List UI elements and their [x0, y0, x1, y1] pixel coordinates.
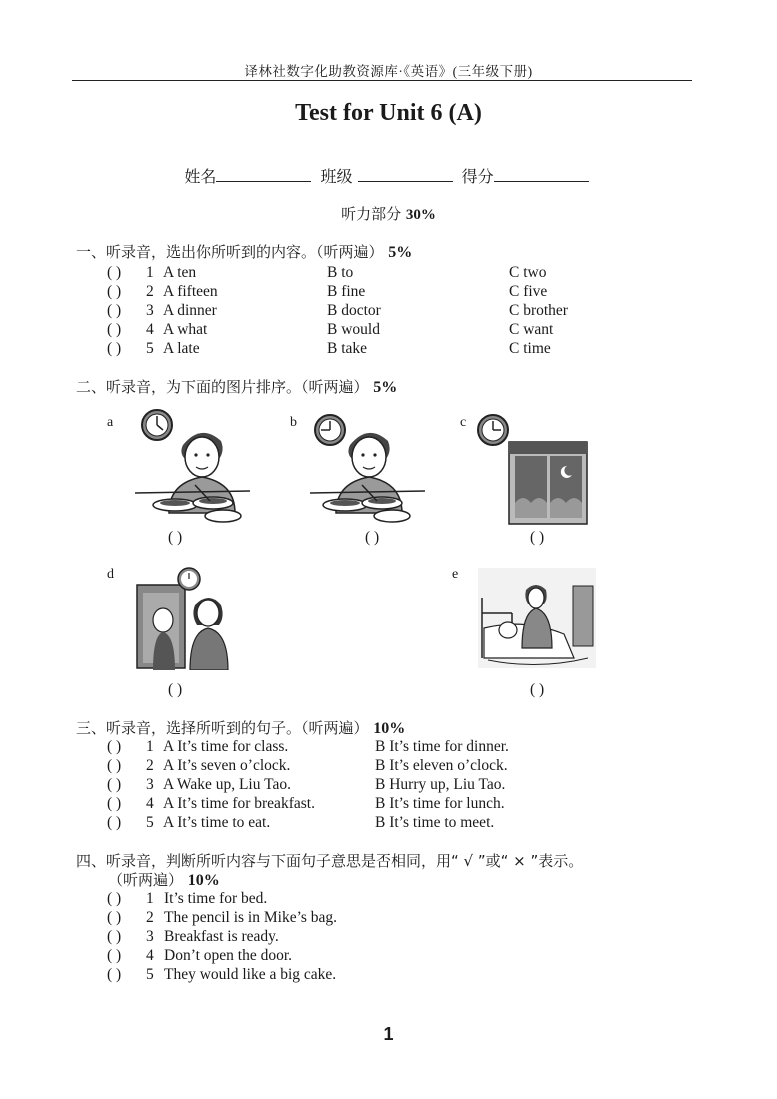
- section4-heading2-text: （听两遍）: [108, 871, 184, 889]
- statement-text: They would like a big cake.: [164, 966, 337, 983]
- option-a: A Wake up, Liu Tao.: [163, 776, 291, 793]
- section4-heading-line2: [108, 869, 220, 890]
- page-header: 译林社数字化助教资源库·《英语》(三年级下册): [244, 64, 533, 79]
- section1-heading: [76, 241, 412, 262]
- page-number: 1: [383, 1024, 394, 1044]
- answer-paren[interactable]: ( ): [107, 757, 122, 774]
- option-b: B Hurry up, Liu Tao.: [375, 776, 506, 793]
- picture-d-mother-child-door: [135, 565, 245, 670]
- option-a: A late: [163, 340, 200, 357]
- class-blank[interactable]: [358, 167, 453, 182]
- answer-blank-d[interactable]: ( ): [168, 681, 183, 698]
- question-number: 5: [146, 340, 154, 357]
- answer-paren[interactable]: ( ): [107, 890, 122, 907]
- option-a: A what: [163, 321, 208, 338]
- option-c: C brother: [509, 302, 568, 319]
- section4-heading: [76, 850, 583, 871]
- question-number: 3: [146, 776, 154, 793]
- picture-a-boy-eating: [135, 405, 250, 525]
- picture-label-c: c: [460, 415, 467, 430]
- question-number: 1: [146, 264, 154, 281]
- answer-paren[interactable]: ( ): [107, 814, 122, 831]
- class-label: 班级: [320, 167, 353, 186]
- statement-text: The pencil is in Mike’s bag.: [164, 909, 338, 926]
- section4-points: 10%: [187, 872, 220, 889]
- answer-paren[interactable]: ( ): [107, 795, 122, 812]
- question-number: 1: [146, 890, 154, 907]
- answer-paren[interactable]: ( ): [107, 776, 122, 793]
- question-number: 3: [146, 928, 154, 945]
- answer-paren[interactable]: ( ): [107, 909, 122, 926]
- option-a: A dinner: [163, 302, 217, 319]
- picture-label-a: a: [107, 415, 114, 430]
- picture-label-d: d: [107, 567, 114, 582]
- answer-paren[interactable]: ( ): [107, 264, 122, 281]
- question-number: 4: [146, 795, 154, 812]
- option-c: C five: [509, 283, 548, 300]
- section2-points: 5%: [373, 379, 398, 396]
- section3-heading-text: 三、听录音，选择所听到的句子。（听两遍）: [76, 719, 369, 737]
- option-a: A It’s seven o’clock.: [163, 757, 291, 774]
- answer-blank-c[interactable]: ( ): [530, 529, 545, 546]
- name-label: 姓名: [184, 167, 217, 186]
- section1-points: 5%: [388, 244, 413, 261]
- option-b: B It’s time for dinner.: [375, 738, 509, 755]
- statement-text: Don’t open the door.: [164, 947, 293, 964]
- option-b: B to: [327, 264, 354, 281]
- question-number: 1: [146, 738, 154, 755]
- question-number: 5: [146, 966, 154, 983]
- page-title: Test for Unit 6 (A): [295, 100, 482, 126]
- option-b: B fine: [327, 283, 366, 300]
- answer-blank-b[interactable]: ( ): [365, 529, 380, 546]
- question-number: 4: [146, 947, 154, 964]
- option-b: B It’s time to meet.: [375, 814, 495, 831]
- answer-blank-e[interactable]: ( ): [530, 681, 545, 698]
- subtitle-text: 听力部分: [341, 205, 406, 223]
- section1-heading-text: 一、听录音，选出你所听到的内容。（听两遍）: [76, 243, 384, 261]
- header-rule: [72, 80, 692, 81]
- option-b: B It’s eleven o’clock.: [375, 757, 508, 774]
- picture-label-e: e: [452, 567, 459, 582]
- option-b: B doctor: [327, 302, 381, 319]
- option-c: C time: [509, 340, 551, 357]
- option-a: A It’s time to eat.: [163, 814, 271, 831]
- statement-text: It’s time for bed.: [164, 890, 268, 907]
- question-number: 3: [146, 302, 154, 319]
- score-label: 得分: [461, 167, 494, 186]
- picture-c-night-window: [475, 408, 590, 526]
- student-info: [0, 164, 777, 187]
- section3-points: 10%: [373, 720, 406, 737]
- answer-paren[interactable]: ( ): [107, 302, 122, 319]
- listening-subtitle: [0, 203, 777, 224]
- subtitle-value: 30%: [405, 207, 436, 223]
- section2-heading: [76, 376, 397, 397]
- question-number: 2: [146, 909, 154, 926]
- option-a: A ten: [163, 264, 197, 281]
- option-b: B would: [327, 321, 380, 338]
- answer-paren[interactable]: ( ): [107, 738, 122, 755]
- option-a: A It’s time for class.: [163, 738, 289, 755]
- answer-paren[interactable]: ( ): [107, 340, 122, 357]
- question-number: 4: [146, 321, 154, 338]
- question-number: 5: [146, 814, 154, 831]
- answer-paren[interactable]: ( ): [107, 928, 122, 945]
- answer-paren[interactable]: ( ): [107, 321, 122, 338]
- option-c: C two: [509, 264, 547, 281]
- section3-heading: [76, 717, 405, 738]
- option-a: A fifteen: [163, 283, 218, 300]
- picture-b-boy-eating: [310, 405, 425, 525]
- statement-text: Breakfast is ready.: [164, 928, 279, 945]
- question-number: 2: [146, 283, 154, 300]
- picture-label-b: b: [290, 415, 297, 430]
- section2-heading-text: 二、听录音，为下面的图片排序。（听两遍）: [76, 378, 369, 396]
- answer-blank-a[interactable]: ( ): [168, 529, 183, 546]
- option-c: C want: [509, 321, 554, 338]
- name-blank[interactable]: [216, 167, 311, 182]
- option-a: A It’s time for breakfast.: [163, 795, 315, 812]
- section4-heading-text: 四、听录音，判断所听内容与下面句子意思是否相同，用“ √ ”或“ × ”表示。: [76, 852, 584, 870]
- picture-e-bedroom: [478, 568, 596, 668]
- score-blank[interactable]: [494, 167, 589, 182]
- answer-paren[interactable]: ( ): [107, 947, 122, 964]
- answer-paren[interactable]: ( ): [107, 966, 122, 983]
- question-number: 2: [146, 757, 154, 774]
- answer-paren[interactable]: ( ): [107, 283, 122, 300]
- option-b: B take: [327, 340, 368, 357]
- option-b: B It’s time for lunch.: [375, 795, 505, 812]
